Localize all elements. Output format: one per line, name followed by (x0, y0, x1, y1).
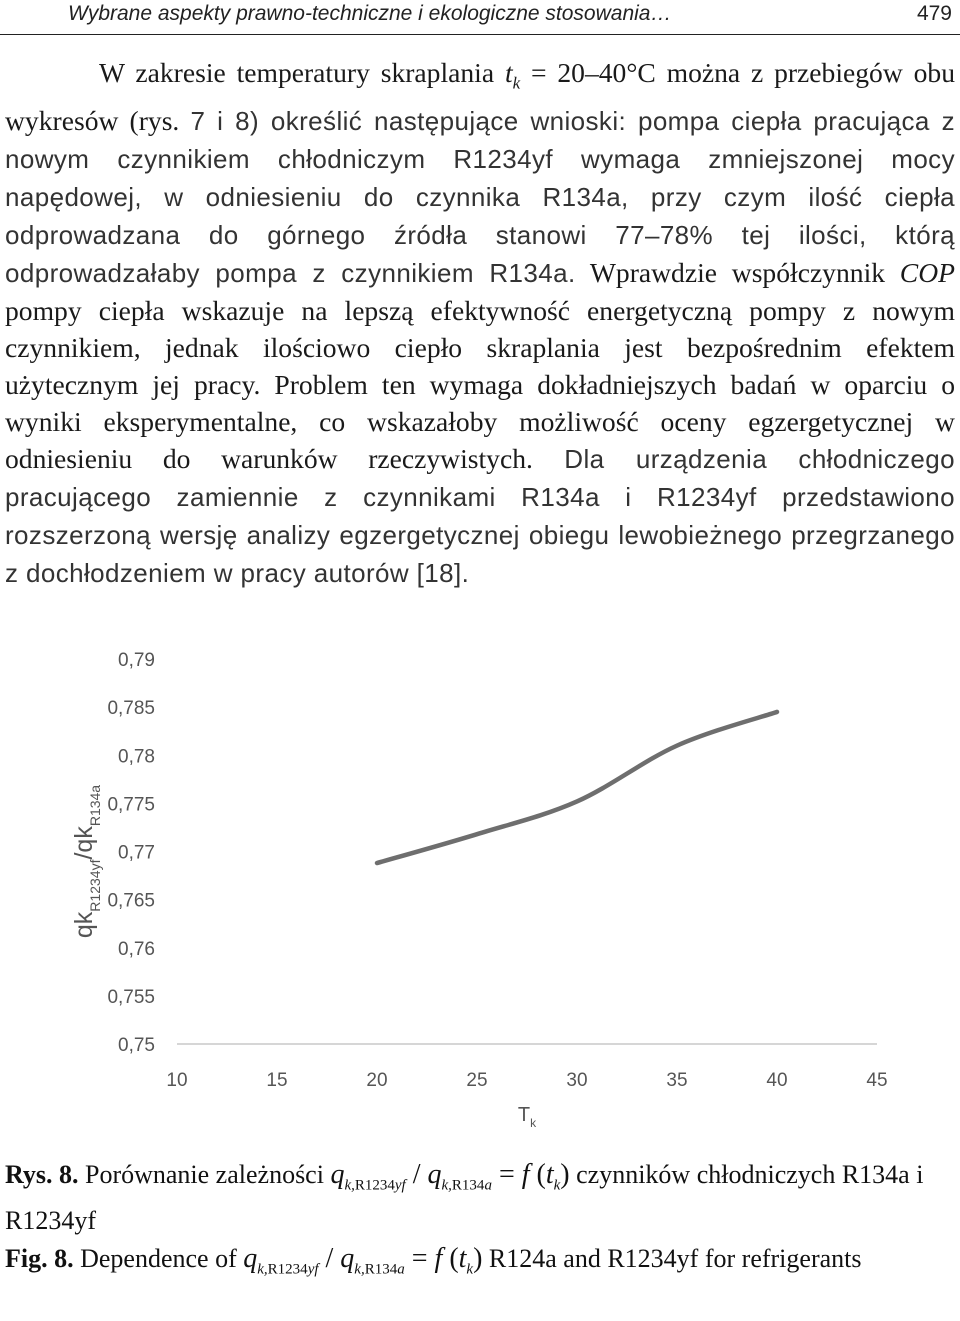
x-axis-label-sub: k (530, 1116, 537, 1130)
formula-sub-b3: a (484, 1177, 492, 1194)
formula-sub-a2: R1234 (354, 1177, 395, 1194)
x-tick-label: 30 (566, 1070, 588, 1091)
line-chart (60, 640, 900, 1140)
formula-en-slash: / (318, 1243, 341, 1274)
caption-pl-formula (330, 1159, 570, 1194)
series-group (377, 712, 777, 863)
formula-t-sub: k (553, 1177, 561, 1194)
formula-q1: q (330, 1159, 345, 1190)
caption-en-text1: Dependence of (73, 1244, 244, 1273)
formula-en-sub-b: k, (354, 1261, 365, 1278)
formula-en-sub-b2: R134 (364, 1261, 398, 1278)
cop-term: COP (899, 256, 955, 288)
formula-eq: = (491, 1159, 522, 1190)
running-header (0, 0, 960, 35)
y-axis-label-mid: /qk (70, 826, 98, 860)
caption-polish (5, 1152, 955, 1244)
x-axis-label-main: T (517, 1104, 531, 1126)
formula-sub-a3: yf (394, 1177, 406, 1194)
formula-en-q1: q (243, 1243, 258, 1274)
running-header-title: Wybrane aspekty prawno-techniczne i ekologiczne stosowania… (68, 2, 672, 25)
formula-slash: / (405, 1159, 428, 1190)
chart-svg (60, 640, 900, 1140)
body-seg-2: = 20–40°C można z przebiegów obu wykresów (rys. (5, 57, 955, 136)
y-tick-label: 0,775 (107, 794, 155, 816)
x-tick-label: 25 (466, 1070, 488, 1091)
caption-pl-text2: czynników chłodniczych R134a i R1234yf (5, 1160, 924, 1235)
x-tick-label: 35 (666, 1070, 688, 1091)
formula-en-sub-b3: a (397, 1261, 405, 1278)
formula-close: ) (560, 1159, 570, 1190)
body-paragraph (5, 54, 955, 592)
y-tick-label: 0,76 (118, 938, 155, 960)
formula-sub-a: k, (344, 1177, 355, 1194)
x-tick-label: 40 (766, 1070, 788, 1091)
formula-open: ( (529, 1159, 546, 1190)
caption-english (5, 1236, 955, 1293)
body-seg-6: Dla urządzenia chłodniczego pracującego zamiennie z czynnikami R134a i R1234yf przedstawiono rozszerzoną wersję analizy egzergetycznej obiegu lewobieżnego przegrzanego z dochłodzeniem w pracy autorów [18]. (5, 443, 955, 588)
formula-q2: q (427, 1159, 442, 1190)
formula-sub-b2: R134 (451, 1177, 485, 1194)
y-tick-label: 0,765 (107, 890, 155, 912)
body-seg-5: pompy ciepła wskazuje na lepszą efektywność energetyczną pompy z nowym czynnikiem, jednak ilościowo ciepło skraplania jest bezpośrednim efektem użytecznym jej pracy. Problem ten wymaga dokładniejszych badań w oparciu o wyniki eksperymentalne, co wskazałoby możliwość oceny egzergetycznej w odniesieniu do warunków rzeczywistych. (5, 294, 955, 474)
caption-en-label: Fig. 8. (5, 1244, 74, 1273)
body-seg-1: W zakresie temperatury skraplania (99, 57, 505, 88)
y-tick-label: 0,755 (107, 986, 155, 1008)
body-seg-3: 7 i 8) określić następujące wnioski: pompa ciepła pracująca z nowym czynnikiem chłodniczym R1234yf wymaga zmniejszonej mocy napędowej, w odniesieniu do czynnika R134a, przy czym ilość ciepła odprowadzana do górnego źródła stanowi 77–78% tej ilości, którą odprowadzałaby pompa z czynnikiem R134a. (5, 105, 955, 288)
y-tick-label: 0,77 (118, 842, 155, 864)
formula-en-open: ( (442, 1243, 459, 1274)
formula-en-sub-a3: yf (307, 1261, 319, 1278)
caption-en-formula (243, 1243, 483, 1278)
page-number: 479 (916, 2, 952, 25)
tk-symbol: t (504, 57, 513, 88)
caption-en-text2: R124a and R1234yf for refrigerants (482, 1244, 862, 1273)
y-axis-label-sub1: R1234yf (87, 859, 103, 912)
formula-en-q2: q (340, 1243, 355, 1274)
formula-sub-b: k, (441, 1177, 452, 1194)
x-axis-label (518, 1104, 537, 1130)
formula-en-sub-a: k, (257, 1261, 268, 1278)
caption-pl-text1: Porównanie zależności (78, 1160, 331, 1189)
y-tick-label: 0,75 (118, 1035, 155, 1056)
y-axis-label (70, 785, 103, 938)
x-tick-label: 10 (166, 1070, 188, 1091)
formula-en-t-sub: k (466, 1261, 474, 1278)
y-tick-label: 0,785 (107, 698, 155, 720)
x-tick-label: 45 (866, 1070, 888, 1091)
caption-pl-label: Rys. 8. (5, 1160, 79, 1189)
tk-sub: k (512, 73, 521, 93)
series-line (377, 712, 777, 863)
formula-en-close: ) (473, 1243, 483, 1274)
formula-en-f: f (434, 1243, 443, 1274)
y-tick-label: 0,78 (118, 746, 155, 768)
y-axis-label-main: qk (70, 911, 98, 939)
formula-en-sub-a2: R1234 (267, 1261, 308, 1278)
body-seg-4: Wprawdzie współczynnik (575, 256, 900, 288)
x-tick-label: 15 (266, 1070, 288, 1091)
formula-en-eq: = (404, 1243, 435, 1274)
x-tick-labels (166, 1070, 887, 1091)
formula-f: f (521, 1159, 530, 1190)
y-tick-labels (107, 650, 155, 1056)
y-axis-label-sub2: R134a (87, 784, 103, 827)
formula-en-t: t (458, 1243, 467, 1274)
formula-t: t (545, 1159, 554, 1190)
x-tick-label: 20 (366, 1070, 388, 1091)
y-tick-label: 0,79 (118, 650, 155, 671)
